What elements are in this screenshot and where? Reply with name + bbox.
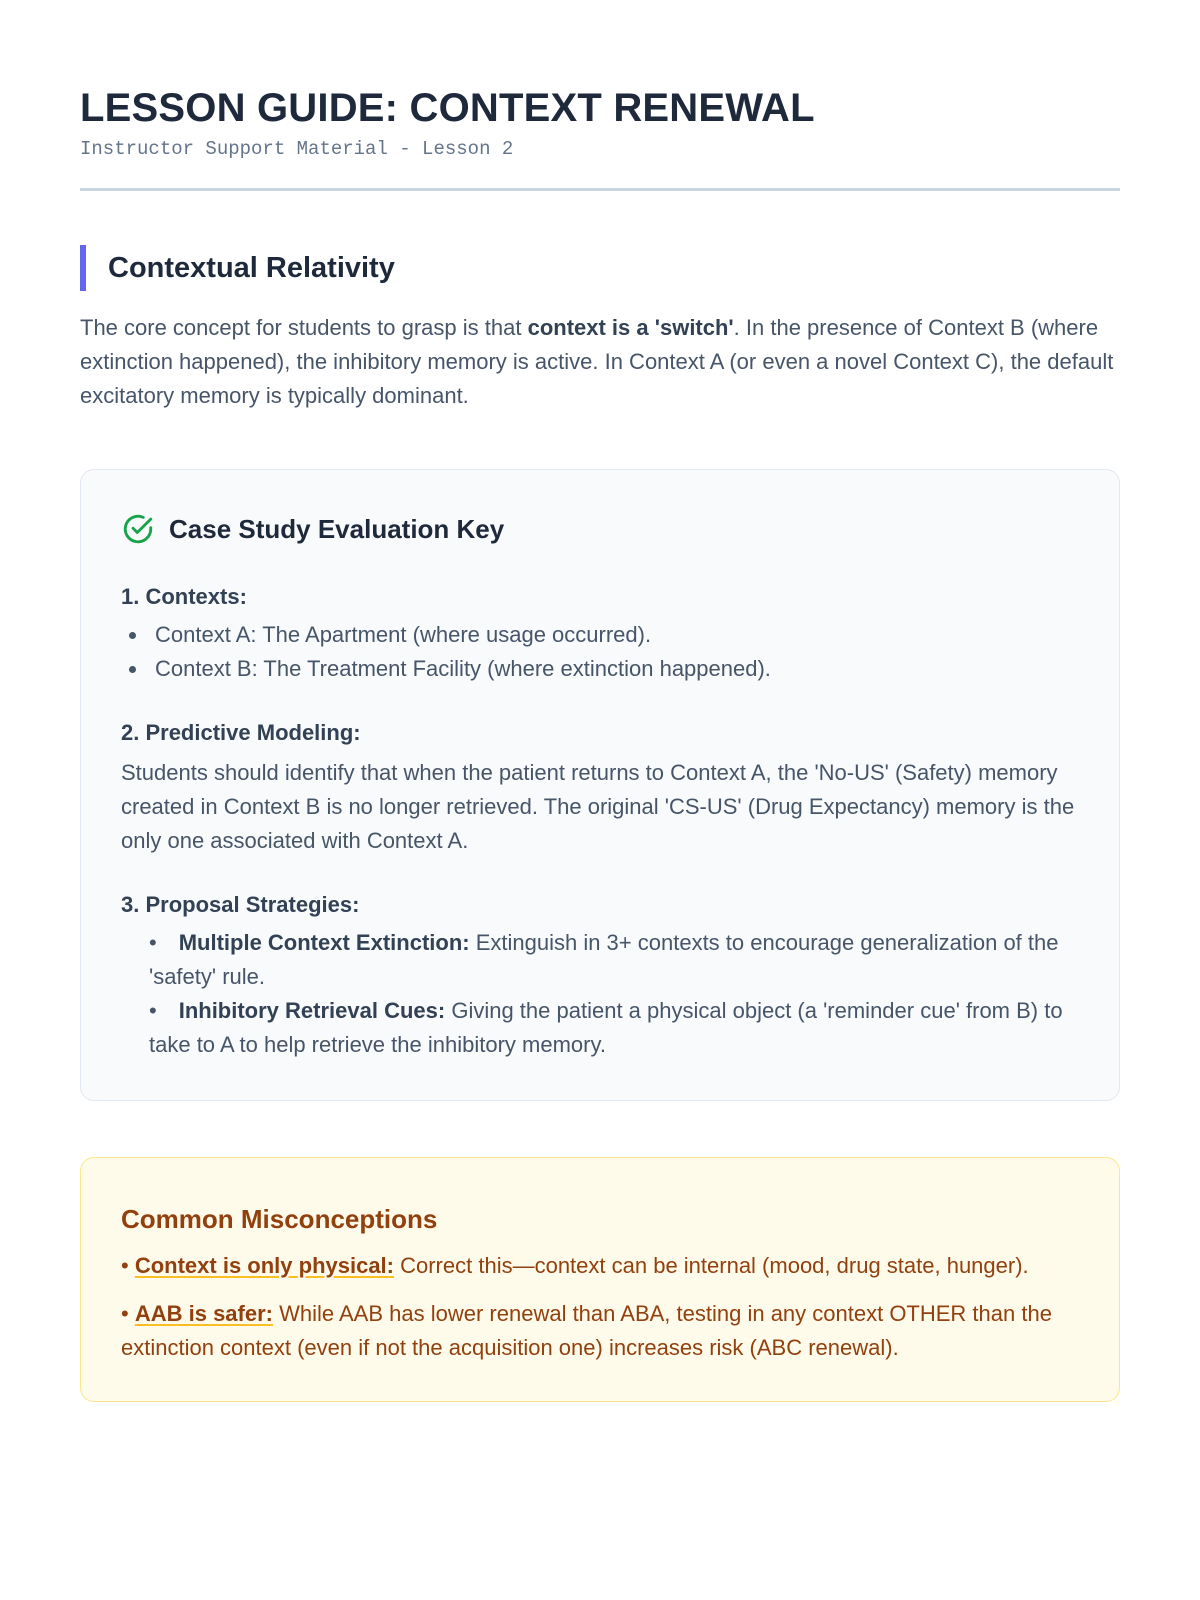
misconception-item [121,1297,1079,1365]
section-heading: Contextual Relativity [80,245,1120,291]
list-item: • Context A: The Apartment (where usage occurred). [149,618,1079,652]
strategy-label: Inhibitory Retrieval Cues: [178,998,446,1023]
page-title: LESSON GUIDE: CONTEXT RENEWAL [80,86,815,130]
bullet: • [121,1301,135,1326]
contexts-list [121,618,1079,686]
para-emphasis: context is a 'switch' [527,315,734,340]
strategies-heading: 3. Proposal Strategies: [121,892,360,917]
misconception-item [121,1249,1079,1283]
modeling-heading: 2. Predictive Modeling: [121,720,361,745]
para-text: . In the presence of Context B (where extinction happened), the inhibitory memory is active. In Context A (or even a novel Context C), the default excitatory memory is typically dominant. [80,315,1114,408]
evaluation-key-header [121,512,1079,546]
strategy-text: Extinguish in 3+ contexts to encourage generalization of the 'safety' rule. [149,930,1059,989]
list-item: • Context B: The Treatment Facility (where extinction happened). [149,652,1079,686]
misconception-text: Correct this—context can be internal (mood, drug state, hunger). [394,1253,1029,1278]
para-text: The core concept for students to grasp is that [80,315,528,340]
bullet: • [121,1253,135,1278]
check-circle-icon [121,512,155,546]
evaluation-key-title: Case Study Evaluation Key [169,513,505,544]
strategies-list [121,926,1079,1062]
misconceptions-card [80,1157,1120,1402]
evaluation-key-card [80,469,1120,1101]
misconception-text: While AAB has lower renewal than ABA, testing in any context OTHER than the extinction context (even if not the acquisition one) increases risk (ABC renewal). [121,1301,1052,1360]
list-item [149,926,1079,994]
contexts-heading: 1. Contexts: [121,584,247,609]
modeling-text: Students should identify that when the patient returns to Context A, the 'No-US' (Safety) memory created in Context B is no longer retrieved. The original 'CS-US' (Drug Expectancy) memory is the only one associated with Context A. [121,760,1075,853]
strategy-text: Giving the patient a physical object (a 'reminder cue' from B) to take to A to help retrieve the inhibitory memory. [149,998,1063,1057]
list-item [149,994,1079,1062]
section-paragraph [80,311,1120,413]
header-divider [80,188,1120,191]
misconceptions-title: Common Misconceptions [121,1204,438,1234]
strategy-label: Multiple Context Extinction: [178,930,470,955]
misconception-label: AAB is safer: [134,1301,273,1326]
page-subtitle: Instructor Support Material - Lesson 2 [80,138,514,160]
misconception-label: Context is only physical: [134,1253,394,1278]
